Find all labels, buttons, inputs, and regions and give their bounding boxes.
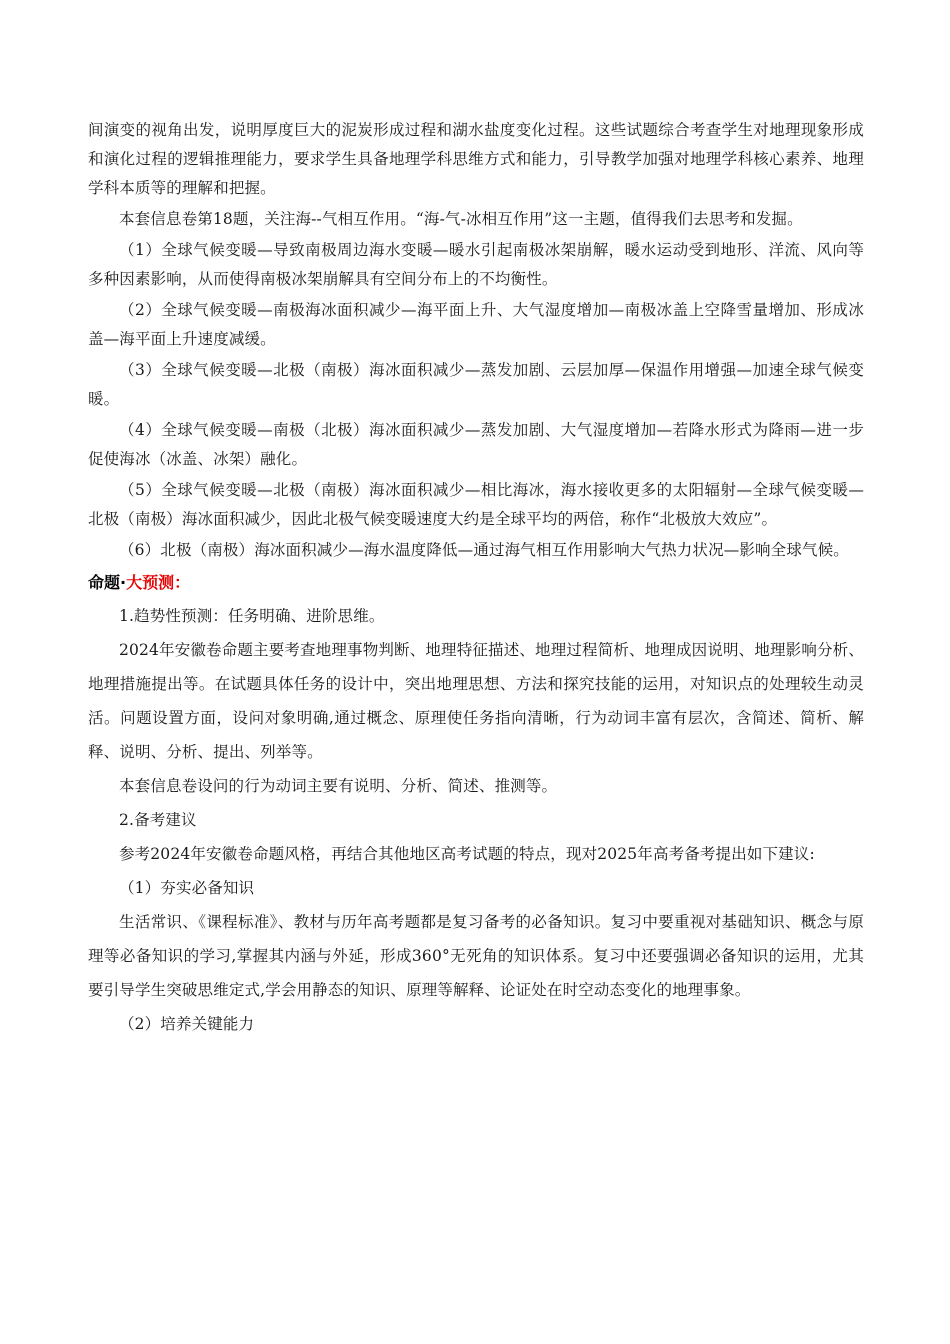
verbs-paragraph: 本套信息卷设问的行为动词主要有说明、分析、简述、推测等。 — [119, 777, 558, 795]
list-item-1: （1）全球气候变暖—导致南极周边海水变暖—暖水引起南极冰架崩解，暖水运动受到地形、洋流、风向等多种因素影响，从而使得南极冰架崩解具有空间分布上的不均衡性。 — [88, 241, 864, 288]
trend-title: 1.趋势性预测：任务明确、进阶思维。 — [119, 607, 385, 625]
advice-paragraph: 参考2024年安徽卷命题风格，再结合其他地区高考试题的特点，现对2025年高考备考提出如下建议: — [119, 845, 815, 863]
list-item-4: （4）全球气候变暖—南极（北极）海冰面积减少—蒸发加剧、大气湿度增加—若降水形式为降雨—进一步促使海冰（冰盖、冰架）融化。 — [88, 421, 864, 468]
subsection-1-paragraph: 生活常识、《课程标准》、教材与历年高考题都是复习备考的必备知识。复习中要重视对基础知识、概念与原理等必备知识的学习,掌握其内涵与外延，形成360°无死角的知识体系。复习中还要强调必备知识的运用，尤其要引导学生突破思维定式,学会用静态的知识、原理等解释、论证处在时空动态变化的地理事象。 — [88, 913, 864, 999]
prediction-section — [88, 599, 864, 1041]
list-item-3: （3）全球气候变暖—北极（南极）海冰面积减少—蒸发加剧、云层加厚—保温作用增强—加速全球气候变暖。 — [88, 361, 864, 408]
heading-red-part: 大预测： — [126, 573, 191, 592]
paragraph-question-18: 本套信息卷第18题，关注海--气相互作用。“海-气-冰相互作用”这一主题，值得我们去思考和发掘。 — [119, 210, 803, 228]
heading-black-part: 命题· — [88, 573, 127, 592]
trend-paragraph: 2024年安徽卷命题主要考查地理事物判断、地理特征描述、地理过程简析、地理成因说明、地理影响分析、地理措施提出等。在试题具体任务的设计中，突出地理思想、方法和探究技能的运用，对知识点的处理较生动灵活。问题设置方面，设问对象明确,通过概念、原理使任务指向清晰，行为动词丰富有层次，含简述、简析、解释、说明、分析、提出、列举等。 — [88, 641, 864, 761]
subsection-2-title: （2）培养关键能力 — [119, 1015, 255, 1033]
list-item-2: （2）全球气候变暖—南极海冰面积减少—海平面上升、大气湿度增加—南极冰盖上空降雪量增加、形成冰盖—海平面上升速度减缓。 — [88, 301, 864, 348]
document-body — [88, 116, 864, 1041]
advice-title: 2.备考建议 — [119, 811, 197, 829]
paragraph-intro: 间演变的视角出发，说明厚度巨大的泥炭形成过程和湖水盐度变化过程。这些试题综合考查学生对地理现象形成和演化过程的逻辑推理能力，要求学生具备地理学科思维方式和能力，引导教学加强对地理学科核心素养、地理学科本质等的理解和把握。 — [88, 121, 864, 197]
subsection-1-title: （1）夯实必备知识 — [119, 879, 255, 897]
list-item-6: （6）北极（南极）海冰面积减少—海水温度降低—通过海气相互作用影响大气热力状况—影响全球气候。 — [119, 541, 849, 559]
list-item-5: （5）全球气候变暖—北极（南极）海冰面积减少—相比海冰，海水接收更多的太阳辐射—全球气候变暖—北极（南极）海冰面积减少，因此北极气候变暖速度大约是全球平均的两倍，称作“北极放大效应”。 — [88, 481, 864, 528]
section-heading-prediction — [88, 569, 864, 597]
